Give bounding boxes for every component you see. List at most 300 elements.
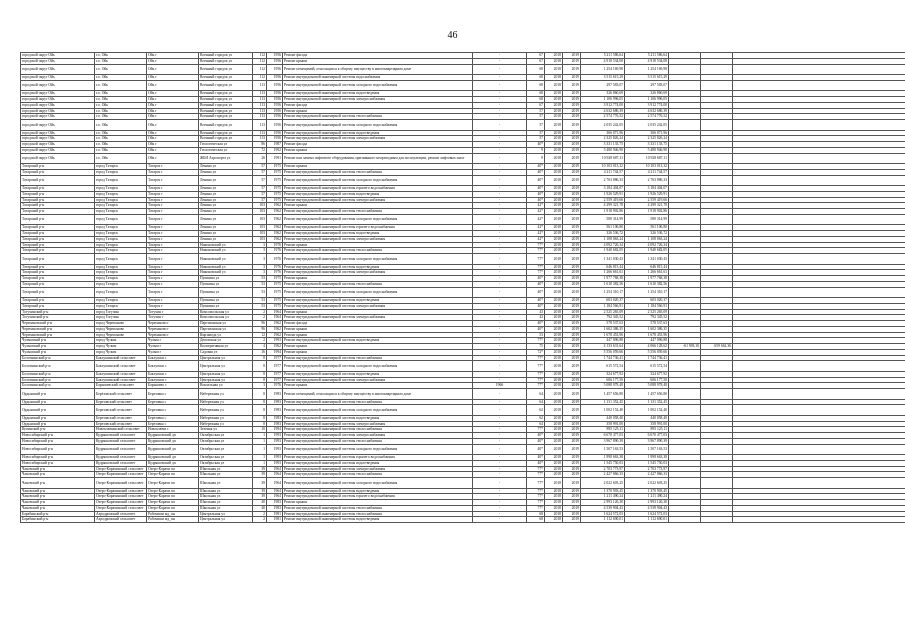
table-cell: г.о. Ойь: [95, 102, 147, 108]
table-cell: 53: [527, 332, 545, 338]
table-cell: 40*: [527, 186, 545, 192]
table-cell: 2019: [563, 214, 581, 225]
table-cell: Татарск г: [147, 242, 199, 248]
table-cell: Татарский р-н: [21, 242, 95, 248]
table-cell: Ремонт внутридомовой инженерной системы водоотведения: [283, 338, 473, 344]
table-cell: 1 545 750,03: [625, 460, 669, 466]
table-cell: 86: [253, 142, 267, 148]
table-cell: 5 088 978,48: [625, 383, 669, 389]
table-cell: 2: [253, 338, 267, 344]
table-cell: 2019: [563, 344, 581, 350]
table-cell: Ремонт фасада: [283, 53, 473, 59]
table-row: [21, 175, 905, 186]
table-cell: город Чулым: [95, 338, 147, 344]
table-cell: 1976: [267, 270, 283, 276]
table-cell: 4 066 128,62: [625, 344, 669, 350]
table-cell: 2 993 126,30: [625, 500, 669, 506]
table-cell: 2018: [545, 209, 563, 215]
table-cell: 77*: [527, 264, 545, 270]
table-cell: 1983: [267, 405, 283, 416]
table-cell: 4 918 534,08: [581, 58, 625, 64]
table-cell: 2018: [545, 438, 563, 444]
table-cell: 43: [527, 309, 545, 315]
table-cell: -: [473, 466, 527, 472]
table-cell: Рабочиши мд_пн: [147, 517, 199, 523]
table-cell: 1975: [267, 169, 283, 175]
table-cell: -: [473, 58, 527, 64]
table-row: [21, 214, 905, 225]
table-cell: 1993: [267, 444, 283, 455]
table-cell-empty: [733, 444, 905, 455]
table-cell: 2019: [563, 225, 581, 231]
table-cell: Татарск г: [147, 270, 199, 276]
table-cell: 1 507 163,53: [625, 444, 669, 455]
table-cell: Ремонт внутридомовой инженерной системы холодного водоснабжения: [283, 405, 473, 416]
table-cell: 40*: [527, 303, 545, 309]
table-cell: 1993: [267, 460, 283, 466]
table-cell: 1 254 310,17: [581, 287, 625, 298]
table-cell: 2019: [563, 164, 581, 170]
table-cell: 40*: [527, 287, 545, 298]
table-cell: [669, 405, 701, 416]
table-cell: -: [473, 236, 527, 242]
table-cell: -61 903,10: [669, 344, 701, 350]
table-cell: 615 572,54: [581, 361, 625, 372]
table-cell: 1991: [267, 153, 283, 164]
table-cell: Озеро-Карачи пп: [147, 478, 199, 489]
table-cell: городской округ Ойь: [21, 97, 95, 103]
table-cell: 2019: [563, 315, 581, 321]
table-cell: 2 763 886,33: [625, 175, 669, 186]
table-cell: 3 184 404,07: [581, 186, 625, 192]
table-cell: 40*: [527, 191, 545, 197]
table-cell: 113: [253, 102, 267, 108]
table-cell: 1 254 169,98: [625, 64, 669, 75]
table-cell: г.о. Ойь: [95, 136, 147, 142]
table-cell: 42*: [527, 225, 545, 231]
table-cell: 1 918 902,86: [581, 209, 625, 215]
table-cell: 2019: [563, 53, 581, 59]
table-cell: 2018: [545, 75, 563, 81]
table-cell: Военный городок ул: [199, 91, 253, 97]
table-cell: [669, 389, 701, 400]
table-cell: 2 035 242,05: [625, 120, 669, 131]
table-cell: город Татарск: [95, 281, 147, 287]
table-cell: 1 341 030,43: [625, 254, 669, 265]
table-cell: [701, 478, 733, 489]
table-cell: городской округ Ойь: [21, 120, 95, 131]
table-cell: Черепаново г: [147, 332, 199, 338]
table-cell: 67: [527, 102, 545, 108]
table-cell: 62: [527, 405, 545, 416]
table-cell: 2018: [545, 231, 563, 237]
table-cell: Военный городок ул: [199, 108, 253, 114]
table-cell: 5 211 586,64: [625, 53, 669, 59]
table-body: [21, 53, 905, 523]
table-cell: Школьная ул: [199, 488, 253, 494]
table-cell: Ремонт внутридомовой инженерной системы водоотведения: [283, 130, 473, 136]
table-cell: 1976: [267, 383, 283, 389]
table-cell: 2019: [563, 287, 581, 298]
table-cell: 2: [253, 309, 267, 315]
table-cell: Октябрьская ул: [199, 438, 253, 444]
table-cell: 1962: [267, 321, 283, 327]
table-cell: Пушкина ул: [199, 281, 253, 287]
table-cell: 2019: [563, 236, 581, 242]
table-cell: 1962: [267, 236, 283, 242]
table-cell: -: [473, 114, 527, 120]
table-cell: 2019: [563, 478, 581, 489]
table-cell: 1964: [267, 466, 283, 472]
table-cell: Чулым г: [147, 349, 199, 355]
table-cell: 366 071,96: [581, 130, 625, 136]
table-cell: 324 677,92: [625, 371, 669, 377]
table-cell: 2019: [563, 120, 581, 131]
table-cell: -: [473, 191, 527, 197]
table-cell: Набережная ул: [199, 415, 253, 421]
table-cell: город Татарск: [95, 270, 147, 276]
table-cell: 1 977 768,38: [625, 276, 669, 282]
table-cell: 3 912 774,00: [625, 102, 669, 108]
table-cell: 2 525 265,09: [625, 309, 669, 315]
table-cell: Пушкина ул: [199, 303, 253, 309]
table-cell: 578 537,63: [581, 321, 625, 327]
table-cell: г.о. Ойь: [95, 58, 147, 64]
table-cell: Кудряшовский дп: [147, 438, 199, 444]
table-cell: 1 211 490,24: [581, 494, 625, 500]
table-cell: 3 515 615,29: [625, 75, 669, 81]
table-cell-empty: [733, 405, 905, 416]
table-cell: 1993: [267, 338, 283, 344]
table-cell: Набережная ул: [199, 421, 253, 427]
table-cell: 2019: [563, 349, 581, 355]
table-cell: Военный городок ул: [199, 97, 253, 103]
table-cell: 77*: [527, 383, 545, 389]
table-cell: Ремонт внутридомовой инженерной системы холодного водоснабжения: [283, 175, 473, 186]
table-cell: Тогучинский р-н: [21, 315, 95, 321]
table-cell: 42*: [527, 209, 545, 215]
table-cell: г.о. Ойь: [95, 130, 147, 136]
table-cell: -: [473, 472, 527, 478]
table-cell: -: [473, 505, 527, 511]
table-cell: 1975: [267, 164, 283, 170]
table-cell: Ремонт фасада: [283, 142, 473, 148]
table-cell: Ленина ул: [199, 186, 253, 192]
table-cell: Партизанская ул: [199, 321, 253, 327]
table-cell: 72: [253, 147, 267, 153]
table-cell: 1: [253, 444, 267, 455]
table-cell: 2018: [545, 136, 563, 142]
table-cell: городской округ Ойь: [21, 108, 95, 114]
table-cell: -: [473, 276, 527, 282]
table-cell: 42*: [527, 214, 545, 225]
table-cell: 96: [253, 321, 267, 327]
table-cell: Ремонт внутридомовой инженерной системы водоотведения: [283, 460, 473, 466]
table-cell: Кудряшовский дп: [147, 433, 199, 439]
table-cell: 1956: [267, 80, 283, 91]
table-cell: -: [473, 231, 527, 237]
table-cell: 53: [253, 303, 267, 309]
table-cell: Набережная ул: [199, 399, 253, 405]
table-cell: 2018: [545, 270, 563, 276]
table-cell-empty: [733, 361, 905, 372]
table-cell: 1983: [267, 399, 283, 405]
table-cell: 2019: [563, 332, 581, 338]
table-cell: Татарск г: [147, 298, 199, 304]
table-cell: [701, 80, 733, 91]
table-cell: Ойь г: [147, 75, 199, 81]
table-cell: Ремонт внутридомовой инженерной системы холодного водоснабжения: [283, 120, 473, 131]
table-cell: 77*: [527, 254, 545, 265]
table-cell: 1964: [267, 315, 283, 321]
table-cell: 2018: [545, 169, 563, 175]
table-cell: Березовский сельсовет: [95, 415, 147, 421]
table-cell: 68: [527, 511, 545, 517]
table-cell: Баклушки с: [147, 361, 199, 372]
table-cell: 40*: [527, 455, 545, 461]
table-cell: 113: [253, 80, 267, 91]
table-cell: Новоключинский сельсовет: [95, 427, 147, 433]
table-cell: Ремонт крыши: [283, 242, 473, 248]
table-cell: 326 536,72: [581, 231, 625, 237]
table-cell: 3: [253, 242, 267, 248]
table-cell: -: [473, 427, 527, 433]
table-cell: 1975: [267, 281, 283, 287]
table-cell: Ремонт фасада: [283, 102, 473, 108]
table-cell: 2019: [563, 203, 581, 209]
table-cell: 40*: [527, 164, 545, 170]
table-cell: Ордынский р-н: [21, 421, 95, 427]
table-cell: 2018: [545, 455, 563, 461]
table-cell: городской округ Ойь: [21, 142, 95, 148]
table-cell: 77*: [527, 478, 545, 489]
table-cell: 603 020,37: [581, 298, 625, 304]
table-cell: -: [473, 225, 527, 231]
table-cell: Татарск г: [147, 287, 199, 298]
table-cell: 8: [253, 405, 267, 416]
table-cell: 2 525 265,09: [581, 309, 625, 315]
table-cell: 77*: [527, 371, 545, 377]
table-cell: Кудряшовский сельсовет: [95, 460, 147, 466]
table-cell: 10: [253, 427, 267, 433]
table-cell: город Татарск: [95, 231, 147, 237]
table-cell: -: [473, 120, 527, 131]
table-cell: 3: [253, 264, 267, 270]
table-cell: Чановский р-н: [21, 500, 95, 506]
table-cell: 1983: [267, 505, 283, 511]
table-cell: 1976: [267, 254, 283, 265]
table-cell: Школьная ул: [199, 478, 253, 489]
table-cell: 77*: [527, 355, 545, 361]
table-cell: Черепаново г: [147, 321, 199, 327]
table-cell: 2018: [545, 281, 563, 287]
table-cell: 1 254 169,98: [581, 64, 625, 75]
table-cell: 8: [253, 355, 267, 361]
table-cell: -: [473, 377, 527, 383]
table-cell: 1 918 902,86: [625, 209, 669, 215]
table-cell: 1 940 682,05: [581, 248, 625, 254]
table-cell: город Татарск: [95, 175, 147, 186]
table-cell: 2019: [563, 169, 581, 175]
table-cell: Татарск г: [147, 169, 199, 175]
table-cell: Ремонт крыши: [283, 326, 473, 332]
table-cell: г.о. Ойь: [95, 147, 147, 153]
table-cell: 2018: [545, 505, 563, 511]
table-cell: Новосибирский р-н: [21, 433, 95, 439]
table-cell: 561 106,80: [625, 225, 669, 231]
table-cell: [669, 361, 701, 372]
table-cell: городской округ Ойь: [21, 147, 95, 153]
table-cell: 1 545 750,03: [581, 460, 625, 466]
table-cell: Чановский р-н: [21, 505, 95, 511]
table-cell: -: [473, 399, 527, 405]
table-cell: 53: [253, 276, 267, 282]
table-cell: Ремонт внутридомовой инженерной системы водоотведения: [283, 191, 473, 197]
table-row: [21, 517, 905, 523]
table-cell: Ленина ул: [199, 214, 253, 225]
table-cell: Татарск г: [147, 186, 199, 192]
table-cell: 1 602 386,35: [581, 326, 625, 332]
table-cell: 2019: [563, 405, 581, 416]
table-cell: 1981: [267, 517, 283, 523]
table-cell: 1 370 903,45: [625, 488, 669, 494]
table-cell: Ремонт внутридомовой инженерной системы электроснабжения: [283, 315, 473, 321]
table-cell: Военный городок ул: [199, 120, 253, 131]
table-cell: -: [473, 175, 527, 186]
table-cell: 1962: [267, 203, 283, 209]
table-cell: Ремонт внутридомовой инженерной системы водоснабжения: [283, 75, 473, 81]
page-number: 46: [447, 30, 458, 41]
table-cell: 2018: [545, 58, 563, 64]
table-cell: 1956: [267, 130, 283, 136]
table-cell: городской округ Ойь: [21, 53, 95, 59]
table-cell: 2018: [545, 225, 563, 231]
table-cell: 39: [253, 466, 267, 472]
table-cell: 1975: [267, 276, 283, 282]
table-cell: Школьная ул: [199, 494, 253, 500]
table-cell: 1956: [267, 97, 283, 103]
table-cell: 2016: [545, 344, 563, 350]
table-cell: Никоновский ул: [199, 248, 253, 254]
table-cell: Никоновский ул: [199, 270, 253, 276]
table-cell: Татарск г: [147, 276, 199, 282]
table-cell: Озеро-Карачи пп: [147, 466, 199, 472]
table-cell-empty: [733, 254, 905, 265]
table-cell: Татарский р-н: [21, 270, 95, 276]
table-cell: Ойь г: [147, 114, 199, 120]
table-cell: 2018: [545, 242, 563, 248]
table-cell: Военный городок ул: [199, 53, 253, 59]
table-cell: 2018: [545, 478, 563, 489]
table-cell: 103: [253, 231, 267, 237]
table-cell: 1 998 663,38: [581, 455, 625, 461]
table-cell: [701, 175, 733, 186]
table-cell: 1 211 490,24: [625, 494, 669, 500]
table-cell: -: [473, 511, 527, 517]
table-cell: 8: [253, 415, 267, 421]
table-cell: 8: [253, 399, 267, 405]
table-cell: Татарск г: [147, 214, 199, 225]
table-cell: 1975: [267, 186, 283, 192]
table-cell: городской округ Ойь: [21, 91, 95, 97]
table-cell: 2018: [545, 203, 563, 209]
table-cell: Ойь г: [147, 120, 199, 131]
table-cell: Чулымский р-н: [21, 338, 95, 344]
table-cell: город Татарск: [95, 203, 147, 209]
table-cell: 2018: [545, 80, 563, 91]
table-cell: 1 131 352,45: [625, 399, 669, 405]
table-cell: 1975: [267, 175, 283, 186]
table-cell: Ремонт крыши: [283, 332, 473, 338]
table-cell: 580 314,99: [581, 214, 625, 225]
table-cell: Болотнинский р-н: [21, 361, 95, 372]
table-cell: 2019: [563, 427, 581, 433]
table-cell: Ленина ул: [199, 175, 253, 186]
table-cell: Деповская ул: [199, 338, 253, 344]
table-cell: 2018: [545, 338, 563, 344]
table-cell: 646 815,44: [581, 264, 625, 270]
table-cell: город Татарск: [95, 303, 147, 309]
table-cell: Баклушинский сельсовет: [95, 371, 147, 377]
table-cell: 1: [253, 433, 267, 439]
table-cell: 16: [253, 349, 267, 355]
table-cell: Татарский р-н: [21, 276, 95, 282]
table-cell: город Черепаново: [95, 321, 147, 327]
table-cell: 2019: [563, 197, 581, 203]
table-cell: 68: [527, 91, 545, 97]
table-cell: 9: [527, 147, 545, 153]
table-cell: 68: [527, 80, 545, 91]
table-cell: 10 928 687,11: [581, 153, 625, 164]
table-cell: Военный городок ул: [199, 80, 253, 91]
table-cell: 2018: [545, 460, 563, 466]
table-cell: 2018: [545, 298, 563, 304]
table-cell: Ремонт крыши: [283, 164, 473, 170]
table-cell: 75: [527, 344, 545, 350]
table-cell: Озеро-Карачи пп: [147, 472, 199, 478]
table-cell: 8: [253, 421, 267, 427]
table-cell: Аэродромский сельсовет: [95, 511, 147, 517]
table-cell: 1983: [267, 421, 283, 427]
table-cell: 42*: [527, 231, 545, 237]
table-cell: Новосибирский р-н: [21, 438, 95, 444]
table-cell: 606 177,50: [581, 377, 625, 383]
table-cell: 40*: [527, 197, 545, 203]
table-cell: 1 002 152,40: [581, 405, 625, 416]
table-cell: Березовский сельсовет: [95, 405, 147, 416]
table-cell: 57: [253, 169, 267, 175]
table-cell: 297 583,07: [581, 80, 625, 91]
table-cell: Татарск г: [147, 197, 199, 203]
table-cell: 2019: [563, 455, 581, 461]
table-cell: -: [473, 248, 527, 254]
table-cell: 112: [253, 75, 267, 81]
table-cell: 2019: [563, 80, 581, 91]
table-cell: [701, 361, 733, 372]
table-cell: Березовка с: [147, 415, 199, 421]
table-cell: -: [473, 164, 527, 170]
table-cell: 2018: [545, 214, 563, 225]
table-cell: 77*: [527, 248, 545, 254]
table-cell: городской округ Ойь: [21, 114, 95, 120]
table-row: [21, 120, 905, 131]
table-cell: 2019: [563, 58, 581, 64]
table-cell: Центральная ул: [199, 517, 253, 523]
table-cell: город Татарск: [95, 214, 147, 225]
table-cell: 447 096,88: [625, 338, 669, 344]
table-cell: Тогучин г: [147, 315, 199, 321]
table-cell: Кудряшовский сельсовет: [95, 438, 147, 444]
